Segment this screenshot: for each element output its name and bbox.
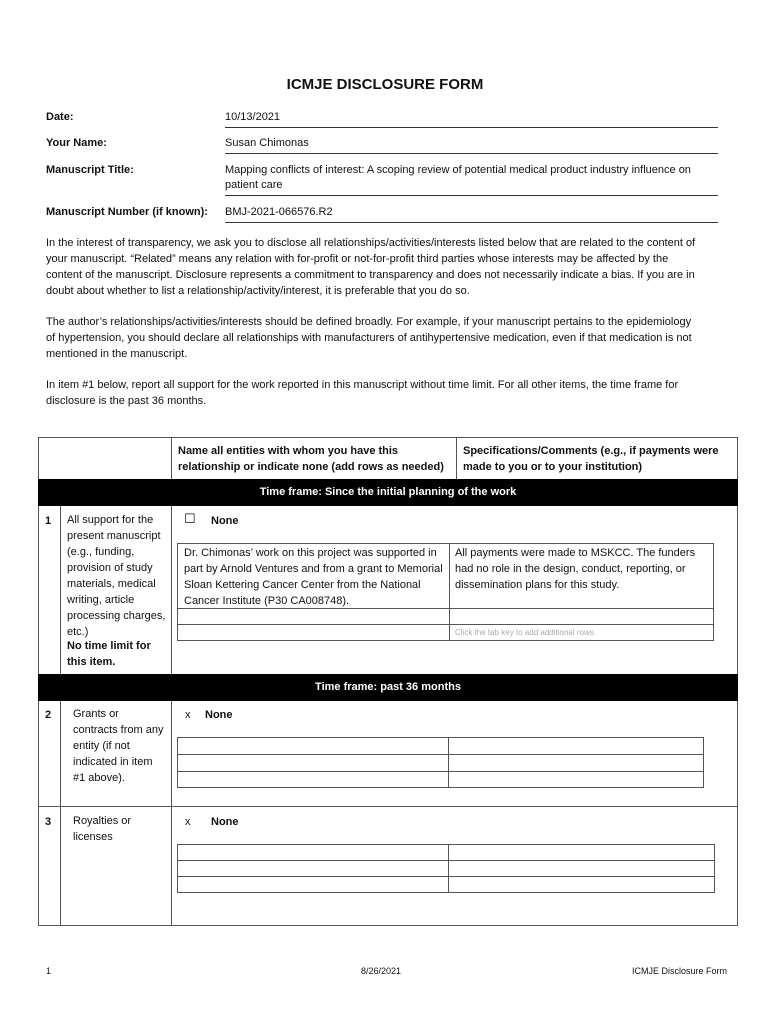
none-mark[interactable]: x [185, 709, 191, 721]
none-label: None [211, 816, 239, 828]
manuscript-number-field[interactable]: BMJ-2021-066576.R2 [225, 205, 718, 223]
specification-cell[interactable]: All payments were made to MSKCC. The funders had no role in the design, conduct, reporting, or dissemination plans for this study. [455, 547, 696, 591]
item-label: Grants or contracts from any entity (if not indicated in item #1 above). [73, 708, 164, 784]
none-mark[interactable]: x [185, 816, 191, 828]
column-header-entities: Name all entities with whom you have this relationship or indicate none (add rows as needed) [178, 445, 444, 473]
entity-cell[interactable]: Dr. Chimonas’ work on this project was supported in part by Arnold Ventures and from a grant to Memorial Sloan Kettering Cancer Center from the National Cancer Institute (P30 CA008748). [184, 547, 443, 607]
date-field[interactable]: 10/13/2021 [225, 110, 718, 128]
item-number: 3 [45, 816, 52, 828]
timeframe-banner-36-months: Time frame: past 36 months [38, 674, 738, 701]
date-label: Date: [46, 111, 74, 123]
column-header-specifications: Specifications/Comments (e.g., if payments were made to you or to your institution) [463, 445, 719, 473]
footer-form-name: ICMJE Disclosure Form [632, 966, 728, 976]
item-label: All support for the present manuscript (e.g., funding, provision of study materials, medical writing, article processing charges, etc.) [67, 514, 166, 638]
manuscript-title-field[interactable]: Mapping conflicts of interest: A scoping review of potential medical product industry influence on patient care [225, 163, 718, 196]
entity-subtable [177, 737, 704, 788]
intro-paragraph-2: The author’s relationships/activities/interests should be defined broadly. For example, if your manuscript pertains to the epidemiology of hypertension, you should declare all relationships with manufacturers of antihypertensive medication, even if that medication is not mentioned in the manuscript. [46, 316, 692, 360]
none-label: None [205, 709, 233, 721]
item-label: Royalties or licenses [73, 815, 132, 843]
intro-paragraph-1: In the interest of transparency, we ask you to disclose all relationships/activities/interests listed below that are related to the content of your manuscript. “Related” means any relation with for-profit or not-for-profit third parties whose interests may be affected by the content of the manuscript. Disclosure represents a commitment to transparency and does not necessarily indicate a bias. If you are in doubt about whether to list a relationship/activity/interest, it is preferable that you do so. [46, 237, 696, 297]
manuscript-number-label: Manuscript Number (if known): [46, 206, 208, 218]
entity-subtable [177, 844, 715, 893]
manuscript-title-label: Manuscript Title: [46, 164, 134, 176]
name-field[interactable]: Susan Chimonas [225, 136, 718, 154]
none-label: None [211, 515, 239, 527]
item-number: 1 [45, 515, 52, 527]
name-label: Your Name: [46, 137, 107, 149]
footer-date: 8/26/2021 [361, 966, 402, 976]
page-title: ICMJE DISCLOSURE FORM [286, 76, 484, 93]
add-rows-hint: Click the tab key to add additional rows. [455, 628, 596, 637]
intro-paragraph-3: In item #1 below, report all support for the work reported in this manuscript without time limit. For all other items, the time frame for disclosure is the past 36 months. [46, 379, 679, 407]
footer-page-number: 1 [46, 966, 52, 976]
item-note: No time limit for this item. [67, 640, 151, 668]
item-number: 2 [45, 709, 52, 721]
timeframe-banner-initial: Time frame: Since the initial planning of the work [38, 479, 738, 506]
none-checkbox[interactable]: ☐ [184, 511, 196, 526]
